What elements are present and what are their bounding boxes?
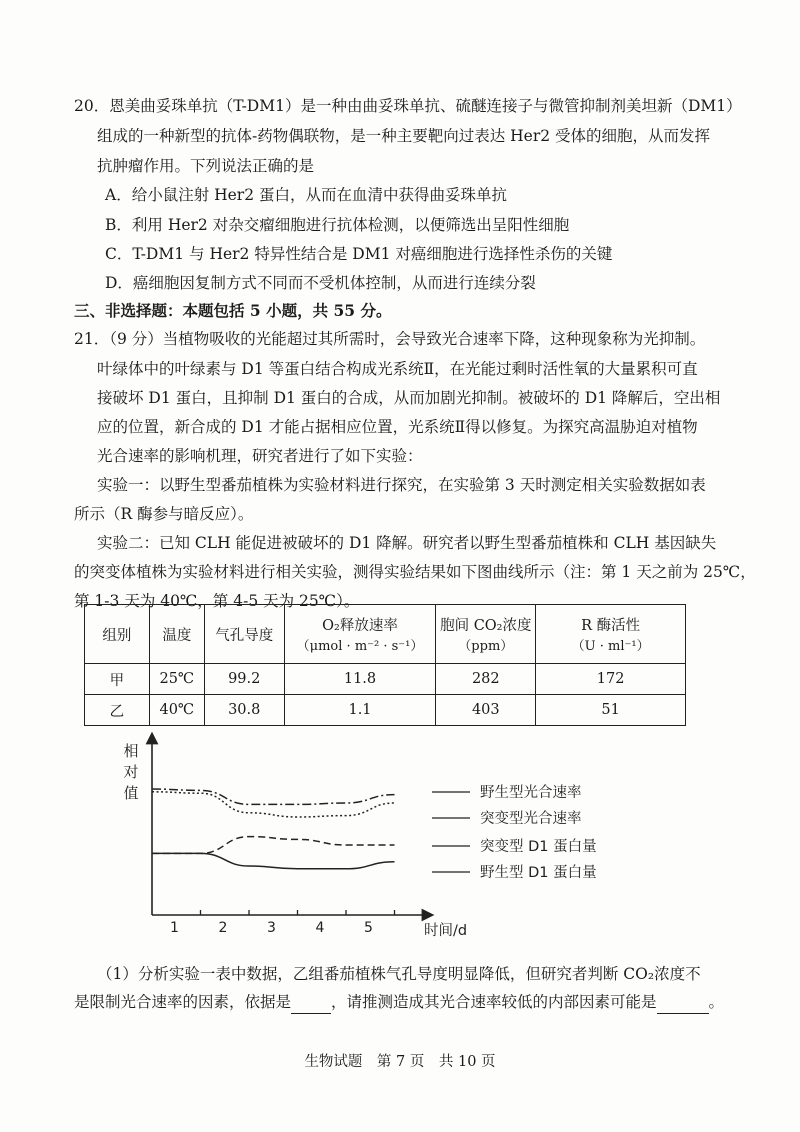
x-tick-label: 4 bbox=[315, 920, 325, 936]
answer-blank-1[interactable] bbox=[291, 991, 331, 1014]
x-axis-label: 时间/d bbox=[424, 923, 468, 939]
table-header-cell: O₂释放速率 （μmol · m⁻² · s⁻¹） bbox=[284, 605, 436, 664]
table-cell: 30.8 bbox=[204, 695, 284, 726]
y-axis-label bbox=[123, 742, 138, 802]
q21-exp2-line-1: 实验二：已知 CLH 能促进被破坏的 D1 降解。研究者以野生型番茄植株和 CLH 基因缺失 bbox=[97, 534, 717, 552]
table-header-cell: R 酶活性 （U · ml⁻¹） bbox=[536, 605, 686, 664]
q21-1-line-2 bbox=[74, 991, 724, 1014]
q21-line-5: 光合速率的影响机理，研究者进行了如下实验： bbox=[97, 447, 423, 465]
series-line bbox=[152, 789, 395, 804]
x-tick-label: 5 bbox=[364, 920, 373, 936]
table-cell: 1.1 bbox=[284, 695, 436, 726]
series-line bbox=[152, 853, 395, 868]
series-line bbox=[152, 837, 395, 854]
q21-exp1-line-2: 所示（R 酶参与暗反应）。 bbox=[74, 505, 254, 523]
legend-label: 突变型光合速率 bbox=[480, 811, 582, 827]
section-heading: 三、非选择题：本题包括 5 小题，共 55 分。 bbox=[74, 301, 392, 320]
y-axis-label-char: 对 bbox=[123, 763, 139, 781]
page-footer: 生物试题 第 7 页 共 10 页 bbox=[304, 1054, 496, 1070]
legend-label: 野生型光合速率 bbox=[480, 785, 582, 801]
x-tick-label: 3 bbox=[267, 920, 276, 936]
table-cell: 11.8 bbox=[284, 664, 436, 695]
table-header-cell: 胞间 CO₂浓度 （ppm） bbox=[436, 605, 536, 664]
q20-option-d: D．癌细胞因复制方式不同而不受机体控制，从而进行连续分裂 bbox=[105, 274, 536, 292]
unit-label: （U · ml⁻¹） bbox=[571, 639, 650, 654]
q20-option-c: C．T-DM1 与 Her2 特异性结合是 DM1 对癌细胞进行选择性杀伤的关键 bbox=[105, 245, 613, 263]
q20-line-2: 组成的一种新型的抗体-药物偶联物，是一种主要靶向过表达 Her2 受体的细胞，从而发挥 bbox=[97, 127, 711, 145]
table-cell: 25℃ bbox=[149, 664, 204, 695]
q20-option-a: A．给小鼠注射 Her2 蛋白，从而在血清中获得曲妥珠单抗 bbox=[105, 186, 508, 204]
q21-line-1: 21．（9 分）当植物吸收的光能超过其所需时，会导致光合速率下降，这种现象称为光抑制。 bbox=[74, 330, 706, 348]
answer-blank-2[interactable] bbox=[657, 991, 709, 1014]
table-header-cell: 气孔导度 bbox=[204, 605, 284, 664]
q21-line-3: 接破坏 D1 蛋白，且抑制 D1 蛋白的合成，从而加剧光抑制。被破坏的 D1 降解后，空出相 bbox=[97, 389, 721, 407]
x-tick-label: 2 bbox=[218, 920, 228, 936]
unit-label: （μmol · m⁻² · s⁻¹） bbox=[296, 639, 424, 654]
q21-1-text-b: ，请推测造成其光合速率较低的内部因素可能是 bbox=[331, 993, 657, 1011]
legend-label: 突变型 D1 蛋白量 bbox=[480, 839, 597, 855]
q21-line-2: 叶绿体中的叶绿素与 D1 等蛋白结合构成光系统Ⅱ，在光能过剩时活性氧的大量累积可直 bbox=[97, 360, 698, 378]
table-header-cell: 组别 bbox=[85, 605, 150, 664]
q21-1-text-a: 是限制光合速率的因素，依据是 bbox=[74, 993, 292, 1011]
q21-exp2-line-3: 第 1-3 天为 40℃，第 4-5 天为 25℃）。 bbox=[74, 592, 360, 610]
table-cell: 99.2 bbox=[204, 664, 284, 695]
table-cell: 403 bbox=[436, 695, 536, 726]
table-cell: 282 bbox=[436, 664, 536, 695]
q20-line-3: 抗肿瘤作用。下列说法正确的是 bbox=[97, 157, 315, 175]
q20-option-b: B．利用 Her2 对杂交瘤细胞进行抗体检测，以便筛选出呈阳性细胞 bbox=[105, 216, 570, 234]
legend-label: 野生型 D1 蛋白量 bbox=[480, 865, 597, 881]
table-cell: 172 bbox=[536, 664, 686, 695]
q20-line-1: 20．恩美曲妥珠单抗（T-DM1）是一种由曲妥珠单抗、硫醚连接子与微管抑制剂美坦新（DM1） bbox=[74, 97, 742, 115]
q21-line-4: 应的位置，新合成的 D1 才能占据相应位置，光系统Ⅱ得以修复。为探究高温胁迫对植物 bbox=[97, 418, 698, 436]
q21-1-line-1: （1）分析实验一表中数据，乙组番茄植株气孔导度明显降低，但研究者判断 CO₂浓度不 bbox=[97, 965, 701, 983]
y-axis-label-char: 相 bbox=[123, 742, 139, 760]
table-cell: 51 bbox=[536, 695, 686, 726]
q21-1-text-c: 。 bbox=[708, 993, 725, 1011]
y-axis-label-char: 值 bbox=[123, 784, 139, 802]
table-cell: 40℃ bbox=[149, 695, 204, 726]
q21-exp2-line-2: 的突变体植株为实验材料进行相关实验，测得实验结果如下图曲线所示（注：第 1 天之前为 25℃， bbox=[74, 563, 756, 581]
q21-exp1-line-1: 实验一：以野生型番茄植株为实验材料进行探究，在实验第 3 天时测定相关实验数据如表 bbox=[97, 476, 706, 494]
table-header-cell: 温度 bbox=[149, 605, 204, 664]
table-cell: 甲 bbox=[85, 664, 150, 695]
unit-label: （ppm） bbox=[458, 639, 514, 654]
table-cell: 乙 bbox=[85, 695, 150, 726]
x-tick-label: 1 bbox=[170, 920, 179, 936]
